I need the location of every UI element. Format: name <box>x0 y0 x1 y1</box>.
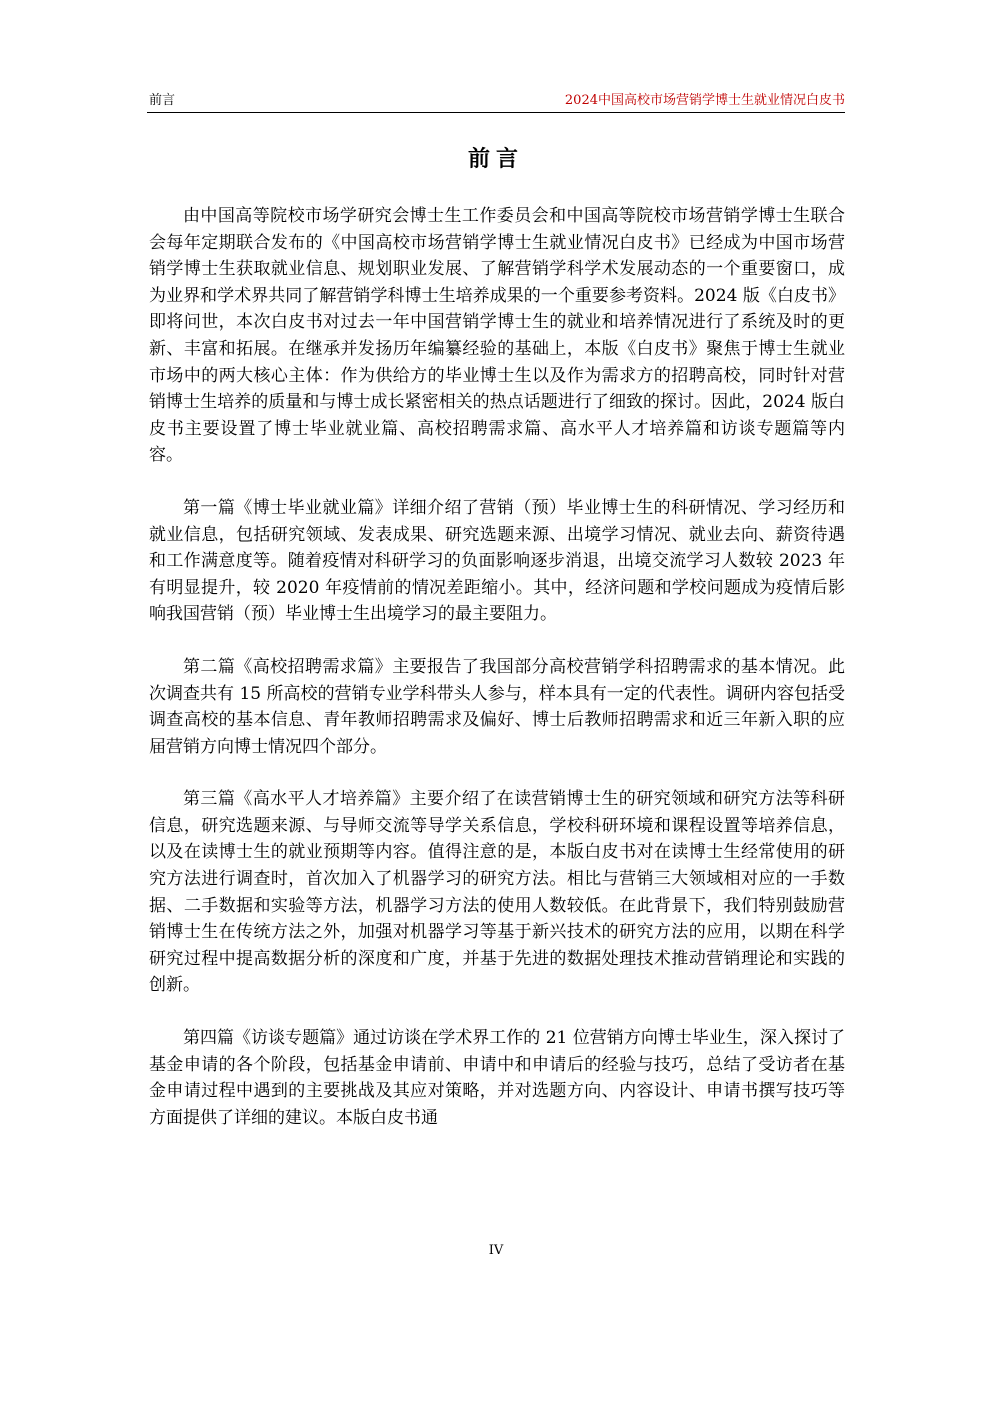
paragraph-part-one: 第一篇《博士毕业就业篇》详细介绍了营销（预）毕业博士生的科研情况、学习经历和就业信息，包括研究领域、发表成果、研究选题来源、出境学习情况、就业去向、薪资待遇和工作满意度等。随着疫情对科研学习的负面影响逐步消退，出境交流学习人数较 2023 年有明显提升，较 2020 年疫情前的情况差距缩小。其中，经济问题和学校问题成为疫情后影响我国营销（预）毕业博士生出境学习的最主要阻力。 <box>149 497 845 625</box>
paragraph-intro: 由中国高等院校市场学研究会博士生工作委员会和中国高等院校市场营销学博士生联合会每年定期联合发布的《中国高校市场营销学博士生就业情况白皮书》已经成为中国市场营销学博士生获取就业信息、规划职业发展、了解营销学科学术发展动态的一个重要窗口，成为业界和学术界共同了解营销学科博士生培养成果的一个重要参考资料。2024 版《白皮书》即将问世，本次白皮书对过去一年中国营销学博士生的就业和培养情况进行了系统及时的更新、丰富和拓展。在继承并发扬历年编纂经验的基础上，本版《白皮书》聚焦于博士生就业市场中的两大核心主体：作为供给方的毕业博士生以及作为需求方的招聘高校，同时针对营销博士生培养的质量和与博士成长紧密相关的热点话题进行了细致的探讨。因此，2024 版白皮书主要设置了博士毕业就业篇、高校招聘需求篇、高水平人才培养篇和访谈专题篇等内容。 <box>149 206 845 466</box>
body-text <box>149 203 845 1157</box>
paragraph-part-three: 第三篇《高水平人才培养篇》主要介绍了在读营销博士生的研究领域和研究方法等科研信息，研究选题来源、与导师交流等导学关系信息，学校科研环境和课程设置等培养信息，以及在读博士生的就业预期等内容。值得注意的是，本版白皮书对在读博士生经常使用的研究方法进行调查时，首次加入了机器学习的研究方法。相比与营销三大领域相对应的一手数据、二手数据和实验等方法，机器学习方法的使用人数较低。在此背景下，我们特别鼓励营销博士生在传统方法之外，加强对机器学习等基于新兴技术的研究方法的应用，以期在科学研究过程中提高数据分析的深度和广度，并基于先进的数据处理技术推动营销理论和实践的创新。 <box>149 789 845 996</box>
page-title: 前言 <box>467 147 524 172</box>
page-number: IV <box>488 1243 504 1258</box>
page-header <box>147 90 845 113</box>
paragraph-part-two: 第二篇《高校招聘需求篇》主要报告了我国部分高校营销学科招聘需求的基本情况。此次调查共有 15 所高校的营销专业学科带头人参与，样本具有一定的代表性。调研内容包括受调查高校的基本信息、青年教师招聘需求及偏好、博士后教师招聘需求和近三年新入职的应届营销方向博士情况四个部分。 <box>149 656 845 757</box>
header-section-label: 前言 <box>149 93 176 108</box>
paragraph-part-four: 第四篇《访谈专题篇》通过访谈在学术界工作的 21 位营销方向博士毕业生，深入探讨了基金申请的各个阶段，包括基金申请前、申请中和申请后的经验与技巧，总结了受访者在基金申请过程中遇到的主要挑战及其应对策略，并对选题方向、内容设计、申请书撰写技巧等方面提供了详细的建议。本版白皮书通 <box>149 1028 845 1128</box>
header-document-title: 2024中国高校市场营销学博士生就业情况白皮书 <box>564 93 845 108</box>
